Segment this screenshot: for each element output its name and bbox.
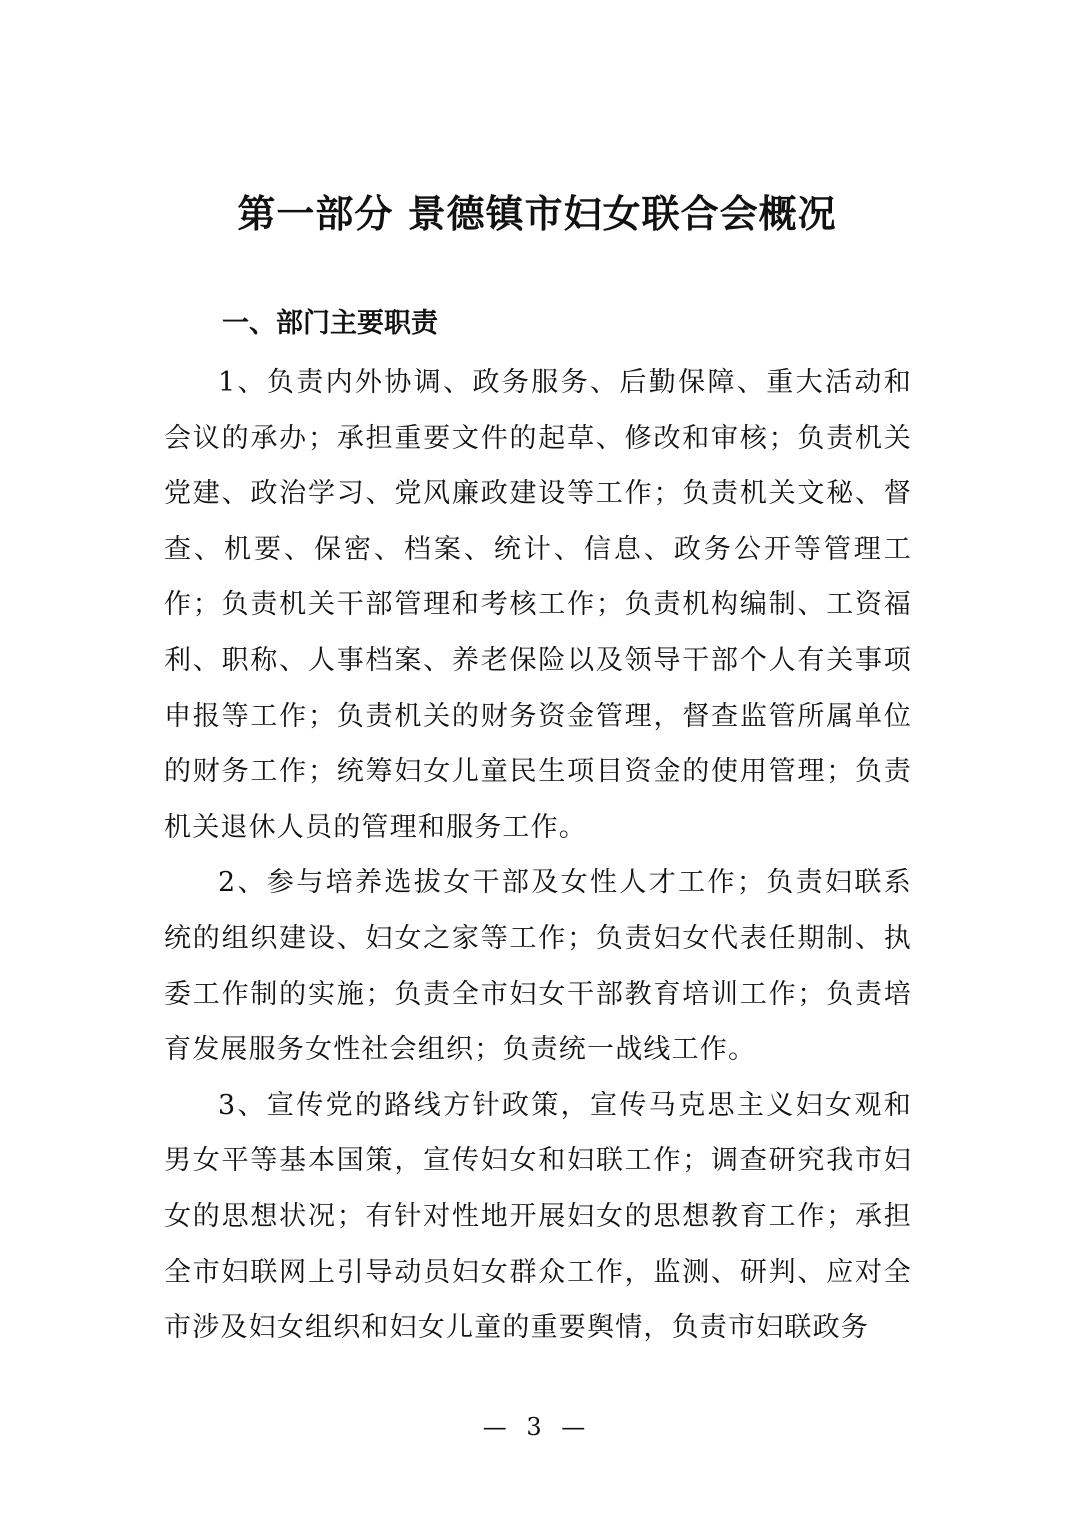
paragraph-1: 1、负责内外协调、政务服务、后勤保障、重大活动和会议的承办；承担重要文件的起草、修改和审核；负责机关党建、政治学习、党风廉政建设等工作；负责机关文秘、督查、机要、保密、档案、统计、信息、政务公开等管理工作；负责机关干部管理和考核工作；负责机构编制、工资福利、职称、人事档案、养老保险以及领导干部个人有关事项申报等工作；负责机关的财务资金管理，督查监管所属单位的财务工作；统筹妇女儿童民生项目资金的使用管理；负责机关退休人员的管理和服务工作。 bbox=[164, 367, 912, 843]
body-text bbox=[164, 355, 912, 1356]
page-title: 第一部分 景德镇市妇女联合会概况 bbox=[237, 192, 837, 236]
paragraph-3: 3、宣传党的路线方针政策，宣传马克思主义妇女观和男女平等基本国策，宣传妇女和妇联工作；调查研究我市妇女的思想状况；有针对性地开展妇女的思想教育工作；承担全市妇联网上引导动员妇女群众工作，监测、研判、应对全市涉及妇女组织和妇女儿童的重要舆情，负责市妇联政务 bbox=[164, 1089, 912, 1344]
page-number: — 3 — bbox=[482, 1413, 592, 1441]
paragraph-2: 2、参与培养选拔女干部及女性人才工作；负责妇联系统的组织建设、妇女之家等工作；负责妇女代表任期制、执委工作制的实施；负责全市妇女干部教育培训工作；负责培育发展服务女性社会组织；负责统一战线工作。 bbox=[164, 867, 912, 1066]
section-heading: 一、部门主要职责 bbox=[222, 308, 438, 339]
